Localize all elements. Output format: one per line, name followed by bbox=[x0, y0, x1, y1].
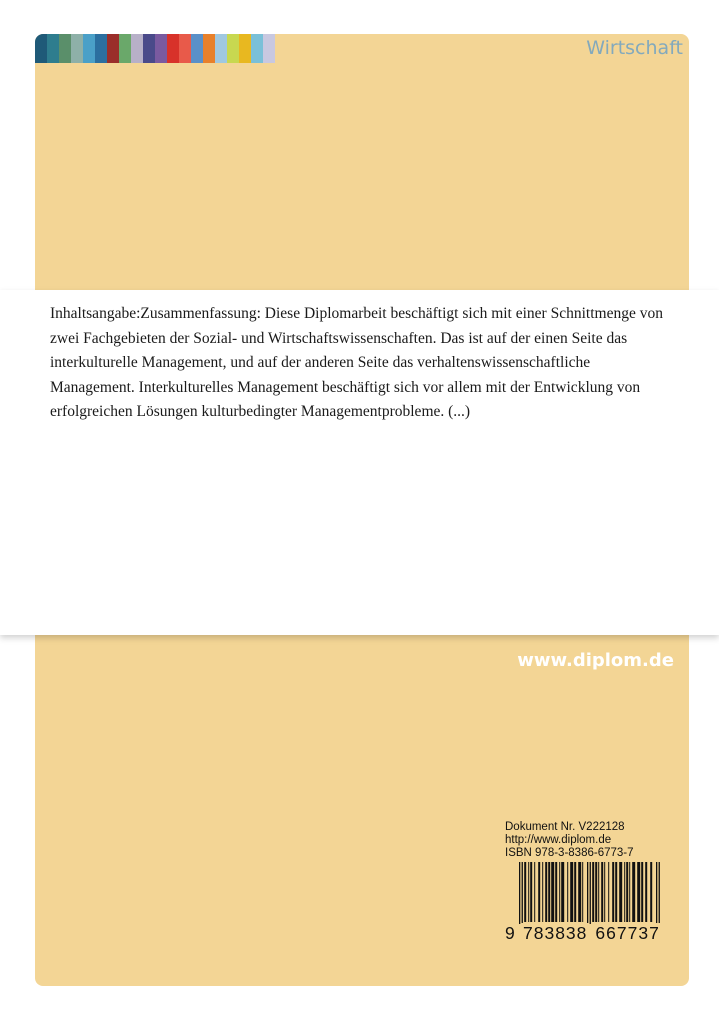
color-stripe bbox=[47, 34, 59, 63]
barcode-bar bbox=[656, 862, 657, 924]
barcode-bar bbox=[615, 862, 617, 922]
barcode-bar bbox=[641, 862, 643, 922]
website-label: www.diplom.de bbox=[517, 650, 674, 671]
document-number: Dokument Nr. V222128 bbox=[505, 821, 625, 833]
barcode-bar bbox=[645, 862, 647, 922]
barcode-bar bbox=[659, 862, 660, 924]
barcode-digits bbox=[505, 922, 673, 944]
barcode-bar bbox=[590, 862, 591, 924]
color-stripe bbox=[203, 34, 215, 63]
barcode-bar bbox=[601, 862, 603, 922]
barcode-bar bbox=[598, 862, 599, 922]
barcode-bar bbox=[561, 862, 564, 922]
barcode-bar bbox=[555, 862, 557, 922]
color-stripe bbox=[263, 34, 275, 63]
color-stripe bbox=[107, 34, 119, 63]
barcode-bar bbox=[545, 862, 547, 922]
color-stripe bbox=[155, 34, 167, 63]
category-label: Wirtschaft bbox=[586, 37, 683, 59]
barcode-bar bbox=[578, 862, 581, 922]
barcode-bar bbox=[559, 862, 560, 922]
color-stripe bbox=[59, 34, 71, 63]
color-stripe bbox=[131, 34, 143, 63]
barcode-bar bbox=[612, 862, 614, 922]
barcode-bar bbox=[637, 862, 640, 922]
color-stripe bbox=[227, 34, 239, 63]
barcode-bar bbox=[567, 862, 568, 922]
barcode-bar bbox=[548, 862, 550, 922]
barcode-bar bbox=[534, 862, 535, 922]
barcode-bar bbox=[619, 862, 622, 922]
barcode-bar bbox=[519, 862, 520, 924]
isbn: ISBN 978-3-8386-6773-7 bbox=[505, 847, 634, 859]
barcode-bars bbox=[505, 862, 673, 924]
abstract-text: Inhaltsangabe:Zusammenfassung: Diese Diplomarbeit beschäftigt sich mit einer Schnittmenge von zwei Fachgebieten der Sozial- und Wirtschaftswissenschaften. Das ist auf der einen Seite das interkulturelle Management, und auf der anderen Seite das verhaltenswissenschaftliche Management. Interkulturelles Management beschäftigt sich vor allem mit der Entwicklung von erfolgreichen Lösungen kulturbedingter Managementprobleme. (...) bbox=[50, 305, 663, 421]
publication-info bbox=[505, 821, 685, 860]
color-stripe bbox=[239, 34, 251, 63]
color-stripe bbox=[95, 34, 107, 63]
barcode-bar bbox=[538, 862, 540, 922]
color-stripe bbox=[35, 34, 47, 63]
barcode-bar bbox=[570, 862, 573, 922]
color-stripe bbox=[179, 34, 191, 63]
color-stripe bbox=[143, 34, 155, 63]
barcode-bar bbox=[629, 862, 630, 922]
barcode-group-1: 783838 bbox=[523, 922, 588, 943]
color-stripe bbox=[71, 34, 83, 63]
barcode-bar bbox=[650, 862, 652, 922]
color-stripe bbox=[215, 34, 227, 63]
barcode-bar bbox=[595, 862, 597, 922]
barcode-bar bbox=[632, 862, 635, 922]
barcode-bar bbox=[626, 862, 628, 922]
barcode-bar bbox=[542, 862, 543, 922]
barcode bbox=[505, 862, 673, 954]
barcode-first-digit: 9 bbox=[505, 922, 515, 943]
barcode-bar bbox=[624, 862, 625, 922]
color-stripe bbox=[191, 34, 203, 63]
barcode-bar bbox=[551, 862, 554, 922]
barcode-bar bbox=[582, 862, 583, 922]
barcode-bar bbox=[574, 862, 576, 922]
barcode-group-2: 667737 bbox=[595, 922, 660, 943]
barcode-bar bbox=[530, 862, 532, 922]
barcode-bar bbox=[524, 862, 526, 922]
barcode-bar bbox=[528, 862, 529, 922]
color-stripe bbox=[251, 34, 263, 63]
color-stripe bbox=[167, 34, 179, 63]
barcode-bar bbox=[587, 862, 588, 924]
barcode-bar bbox=[608, 862, 609, 922]
barcode-bar bbox=[522, 862, 523, 924]
color-stripe bbox=[119, 34, 131, 63]
barcode-bar bbox=[604, 862, 605, 922]
color-stripes bbox=[35, 34, 275, 63]
info-url: http://www.diplom.de bbox=[505, 834, 612, 846]
barcode-bar bbox=[592, 862, 594, 922]
color-stripe bbox=[83, 34, 95, 63]
